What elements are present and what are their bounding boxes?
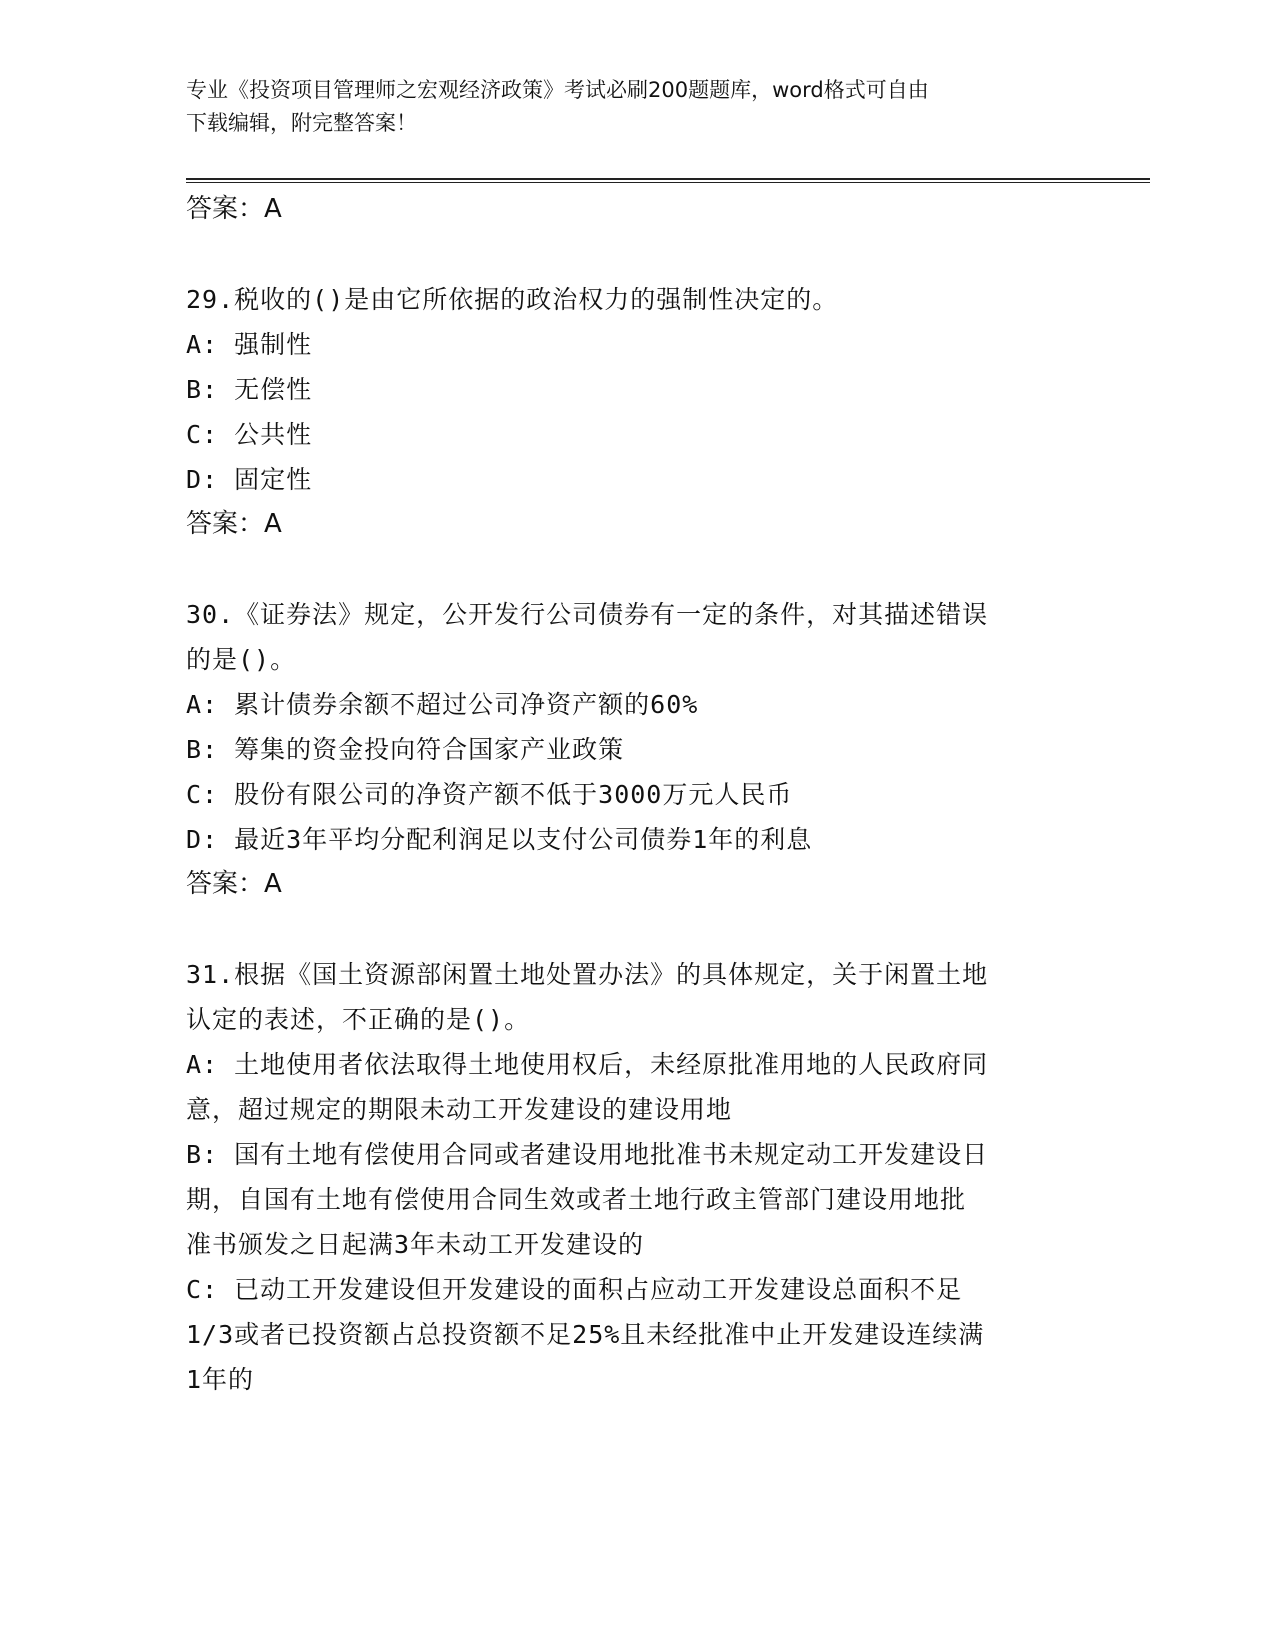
option-c: C: 公共性 xyxy=(186,420,313,449)
header-divider xyxy=(186,178,1150,183)
option-d: D: 固定性 xyxy=(186,465,313,494)
option-b: B: 无偿性 xyxy=(186,375,313,404)
question-stem: 认定的表述，不正确的是()。 xyxy=(186,1005,531,1034)
question-stem: 30.《证券法》规定，公开发行公司债券有一定的条件，对其描述错误 xyxy=(186,600,989,629)
document-header xyxy=(186,74,1066,140)
option-a: A: 累计债券余额不超过公司净资产额的60% xyxy=(186,690,699,719)
header-line-1: 专业《投资项目管理师之宏观经济政策》考试必刷200题题库，word格式可自由 xyxy=(186,78,929,102)
option-a: 意，超过规定的期限未动工开发建设的建设用地 xyxy=(186,1095,733,1124)
spacer xyxy=(186,907,1086,952)
spacer xyxy=(186,547,1086,592)
answer-line: 答案：A xyxy=(186,194,282,224)
option-c: 1年的 xyxy=(186,1365,255,1394)
option-b: B: 筹集的资金投向符合国家产业政策 xyxy=(186,735,625,764)
option-c: C: 股份有限公司的净资产额不低于3000万元人民币 xyxy=(186,780,793,809)
option-d: D: 最近3年平均分配利润足以支付公司债券1年的利息 xyxy=(186,825,813,854)
option-c: 1/3或者已投资额占总投资额不足25%且未经批准中止开发建设连续满 xyxy=(186,1320,985,1349)
question-block xyxy=(186,952,1086,1402)
question-block xyxy=(186,592,1086,907)
answer-line: 答案：A xyxy=(186,509,282,539)
question-stem: 的是()。 xyxy=(186,645,297,674)
option-c: C: 已动工开发建设但开发建设的面积占应动工开发建设总面积不足 xyxy=(186,1275,963,1304)
option-b: B: 国有土地有偿使用合同或者建设用地批准书未规定动工开发建设日 xyxy=(186,1140,989,1169)
option-a: A: 土地使用者依法取得土地使用权后，未经原批准用地的人民政府同 xyxy=(186,1050,989,1079)
question-stem: 29.税收的()是由它所依据的政治权力的强制性决定的。 xyxy=(186,285,839,314)
spacer xyxy=(186,232,1086,277)
question-stem: 31.根据《国土资源部闲置土地处置办法》的具体规定，关于闲置土地 xyxy=(186,960,989,989)
option-b: 期，自国有土地有偿使用合同生效或者土地行政主管部门建设用地批 xyxy=(186,1185,967,1214)
question-list xyxy=(186,187,1086,1402)
question-block xyxy=(186,277,1086,547)
answer-line: 答案：A xyxy=(186,869,282,899)
option-b: 准书颁发之日起满3年未动工开发建设的 xyxy=(186,1230,645,1259)
header-line-2: 下载编辑，附完整答案！ xyxy=(186,111,417,135)
option-a: A: 强制性 xyxy=(186,330,313,359)
